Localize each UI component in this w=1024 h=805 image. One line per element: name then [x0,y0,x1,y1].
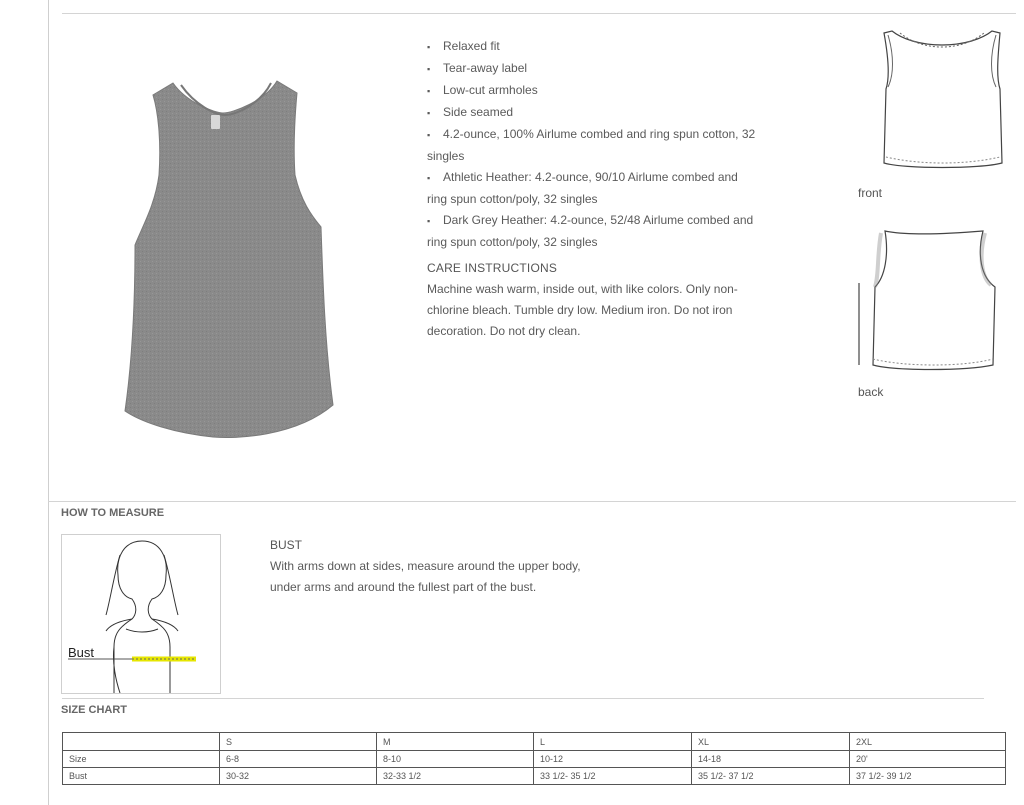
table-cell: 30-32 [220,768,377,785]
measurement-figure [61,534,221,694]
table-header-cell: XL [692,733,850,751]
size-chart-heading: SIZE CHART [61,704,127,716]
table-cell: 20' [850,751,1006,768]
front-label: front [858,186,883,200]
feature-item: ▪ 4.2-ounce, 100% Airlume combed and ring spun cotton, 32 singles [427,127,756,163]
feature-list [427,36,757,253]
body-outline-illustration [62,535,220,693]
table-header-cell [63,733,220,751]
front-flat-sketch [880,25,1005,175]
top-divider [62,13,1016,14]
table-header-cell: M [377,733,534,751]
bust-instructions: With arms down at sides, measure around the upper body, under arms and around the fullest part of the bust. [270,559,581,594]
back-flat-sketch [855,225,1000,375]
feature-item: ▪ Dark Grey Heather: 4.2-ounce, 52/48 Airlume combed and ring spun cotton/poly, 32 singles [427,213,754,249]
table-header-cell: S [220,733,377,751]
table-row [63,768,1006,785]
table-row [63,751,1006,768]
size-chart-divider [62,698,984,699]
table-cell: 32-33 1/2 [377,768,534,785]
table-header-cell: L [534,733,692,751]
table-cell: Size [63,751,220,768]
feature-item: ▪ Low-cut armholes [427,83,538,97]
back-label: back [858,385,884,399]
table-header-row [63,733,1006,751]
feature-item: ▪ Side seamed [427,105,514,119]
bust-heading: BUST [270,538,303,552]
table-header-cell: 2XL [850,733,1006,751]
table-cell: 10-12 [534,751,692,768]
table-cell: Bust [63,768,220,785]
table-cell: 8-10 [377,751,534,768]
bust-figure-label: Bust [68,645,95,660]
feature-item: ▪ Athletic Heather: 4.2-ounce, 90/10 Airlume combed and ring spun cotton/poly, 32 singles [427,170,738,206]
table-cell: 33 1/2- 35 1/2 [534,768,692,785]
section-divider [48,501,1016,502]
table-cell: 35 1/2- 37 1/2 [692,768,850,785]
page-left-border [48,0,49,805]
tank-top-product-image [115,75,345,445]
table-cell: 14-18 [692,751,850,768]
how-to-measure-heading: HOW TO MEASURE [61,507,165,519]
feature-item: ▪ Tear-away label [427,61,528,75]
feature-item: ▪ Relaxed fit [427,39,500,53]
care-instructions-text: Machine wash warm, inside out, with like colors. Only non-chlorine bleach. Tumble dry low. Medium iron. Do not iron decoration. Do not dry clean. [427,282,738,338]
table-cell: 6-8 [220,751,377,768]
care-instructions-heading: CARE INSTRUCTIONS [427,261,558,275]
size-chart-table [62,732,1006,785]
table-cell: 37 1/2- 39 1/2 [850,768,1006,785]
